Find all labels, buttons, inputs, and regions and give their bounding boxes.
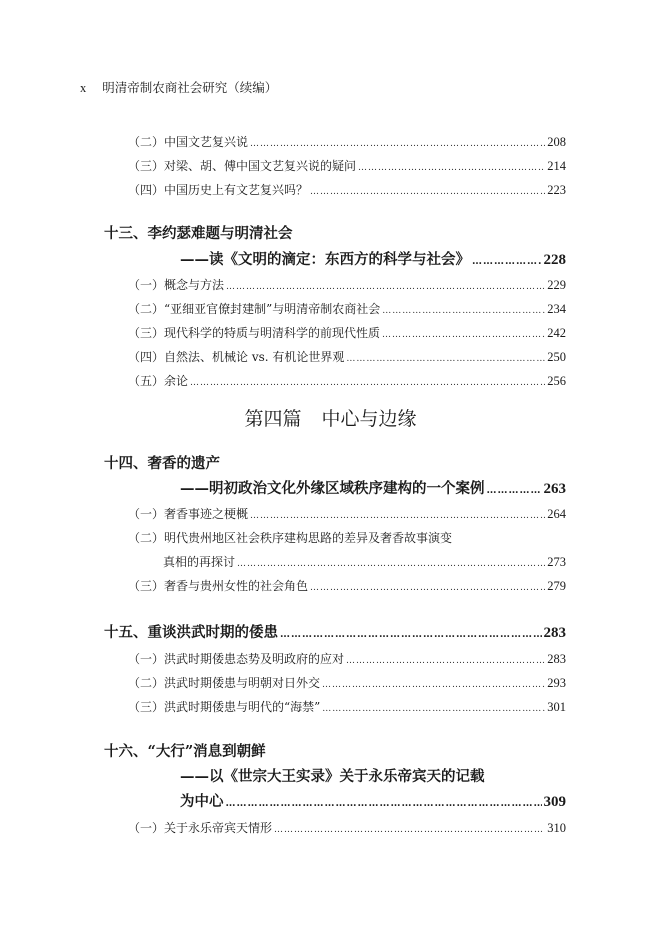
toc-entry-label: （二）“亚细亚官僚封建制”与明清帝制农商社会 [128, 302, 381, 316]
toc-entry[interactable] [128, 133, 566, 150]
chapter-page: 309 [543, 794, 566, 810]
chapter-16-title[interactable]: 十六、“大行”消息到朝鲜 [104, 743, 266, 760]
toc-entry-page: 250 [547, 350, 566, 364]
toc-entry[interactable] [128, 276, 566, 293]
toc-entry-page: 234 [547, 302, 566, 316]
toc-entry[interactable] [128, 324, 566, 341]
page-number: x [80, 81, 87, 95]
toc-entry-page: 242 [547, 326, 566, 340]
dot-leader [190, 378, 545, 388]
toc-entry-label: （五）余论 [128, 374, 189, 388]
toc-entry[interactable] [128, 650, 566, 667]
dot-leader [237, 559, 545, 569]
dot-leader [250, 511, 545, 521]
toc-entry[interactable] [163, 553, 566, 570]
toc-entry-label: （一）洪武时期倭患态势及明政府的应对 [128, 652, 345, 666]
dot-leader [250, 139, 545, 149]
chapter-13-title[interactable]: 十三、李约瑟难题与明清社会 [104, 225, 293, 242]
dot-leader [382, 330, 545, 340]
toc-entry-label: （一）关于永乐帝宾天情形 [128, 821, 273, 835]
dot-leader [274, 825, 545, 835]
toc-entry-page: 256 [547, 374, 566, 388]
dot-leader [346, 656, 545, 666]
dot-leader [358, 163, 545, 173]
toc-entry-page: 214 [547, 159, 566, 173]
chapter-14-title[interactable]: 十四、奢香的遗产 [104, 455, 220, 472]
part-name: 中心与边缘 [321, 408, 417, 430]
toc-entry[interactable] [128, 819, 566, 836]
chapter-page: 263 [543, 481, 566, 497]
toc-entry-page: 229 [547, 278, 566, 292]
book-title: 明清帝制农商社会研究（续编） [102, 80, 278, 95]
toc-entry[interactable] [128, 300, 566, 317]
chapter-page: 228 [543, 252, 566, 268]
dot-leader [487, 485, 542, 496]
chapter-page: 283 [543, 625, 566, 641]
toc-entry-page: 310 [547, 821, 566, 835]
toc-entry[interactable] [128, 577, 566, 594]
part-number: 第四篇 [244, 408, 302, 430]
dot-leader [310, 187, 545, 197]
toc-entry-label: （二）中国文艺复兴说 [128, 135, 249, 149]
chapter-16-subtitle-entry[interactable] [180, 790, 566, 811]
toc-entry-label: （三）现代科学的特质与明清科学的前现代性质 [128, 326, 381, 340]
toc-entry-label-line1[interactable]: （二）明代贵州地区社会秩序建构思路的差异及奢香故事演变 [128, 531, 453, 545]
chapter-14-subtitle-entry[interactable] [180, 477, 566, 498]
toc-entry-page: 264 [547, 507, 566, 521]
toc-entry-label: （三）奢香与贵州女性的社会角色 [128, 579, 309, 593]
toc-entry-label: （一）奢香事迹之梗概 [128, 507, 249, 521]
dot-leader [322, 704, 545, 714]
chapter-subtitle: ——读《文明的滴定：东西方的科学与社会》 [180, 251, 470, 268]
toc-entry[interactable] [128, 372, 566, 389]
part-heading[interactable] [0, 404, 661, 431]
running-header [80, 78, 277, 96]
toc-entry-label: （三）洪武时期倭患与明代的“海禁” [128, 700, 321, 714]
dot-leader [226, 798, 542, 809]
dot-leader [226, 282, 545, 292]
dot-leader [310, 583, 545, 593]
toc-entry[interactable] [128, 698, 566, 715]
toc-entry-page: 301 [547, 700, 566, 714]
chapter-15-entry[interactable] [104, 621, 566, 642]
chapter-subtitle: ——明初政治文化外缘区域秩序建构的一个案例 [180, 480, 485, 497]
toc-entry-page: 279 [547, 579, 566, 593]
dot-leader [382, 306, 545, 316]
toc-entry-label: （四）自然法、机械论 vs. 有机论世界观 [128, 350, 345, 364]
dot-leader [472, 256, 542, 267]
toc-entry[interactable] [128, 157, 566, 174]
toc-entry-page: 208 [547, 135, 566, 149]
toc-entry-label: （二）洪武时期倭患与明朝对日外交 [128, 676, 321, 690]
chapter-subtitle: 为中心 [180, 793, 224, 810]
toc-entry-page: 223 [547, 183, 566, 197]
toc-entry-label: （三）对梁、胡、傅中国文艺复兴说的疑问 [128, 159, 357, 173]
toc-entry[interactable] [128, 505, 566, 522]
dot-leader [346, 354, 545, 364]
toc-entry-page: 283 [547, 652, 566, 666]
toc-entry-label: （一）概念与方法 [128, 278, 225, 292]
toc-entry[interactable] [128, 181, 566, 198]
toc-entry-label: 真相的再探讨 [163, 555, 236, 569]
toc-entry[interactable] [128, 348, 566, 365]
dot-leader [280, 629, 542, 640]
toc-entry-label: （四）中国历史上有文艺复兴吗？ [128, 183, 309, 197]
dot-leader [322, 680, 545, 690]
toc-entry[interactable] [128, 674, 566, 691]
toc-entry-page: 273 [547, 555, 566, 569]
chapter-title: 十五、重谈洪武时期的倭患 [104, 624, 278, 641]
chapter-16-subtitle-line1[interactable]: ——以《世宗大王实录》关于永乐帝宾天的记载 [180, 768, 485, 785]
chapter-13-subtitle-entry[interactable] [180, 248, 566, 269]
toc-entry-page: 293 [547, 676, 566, 690]
